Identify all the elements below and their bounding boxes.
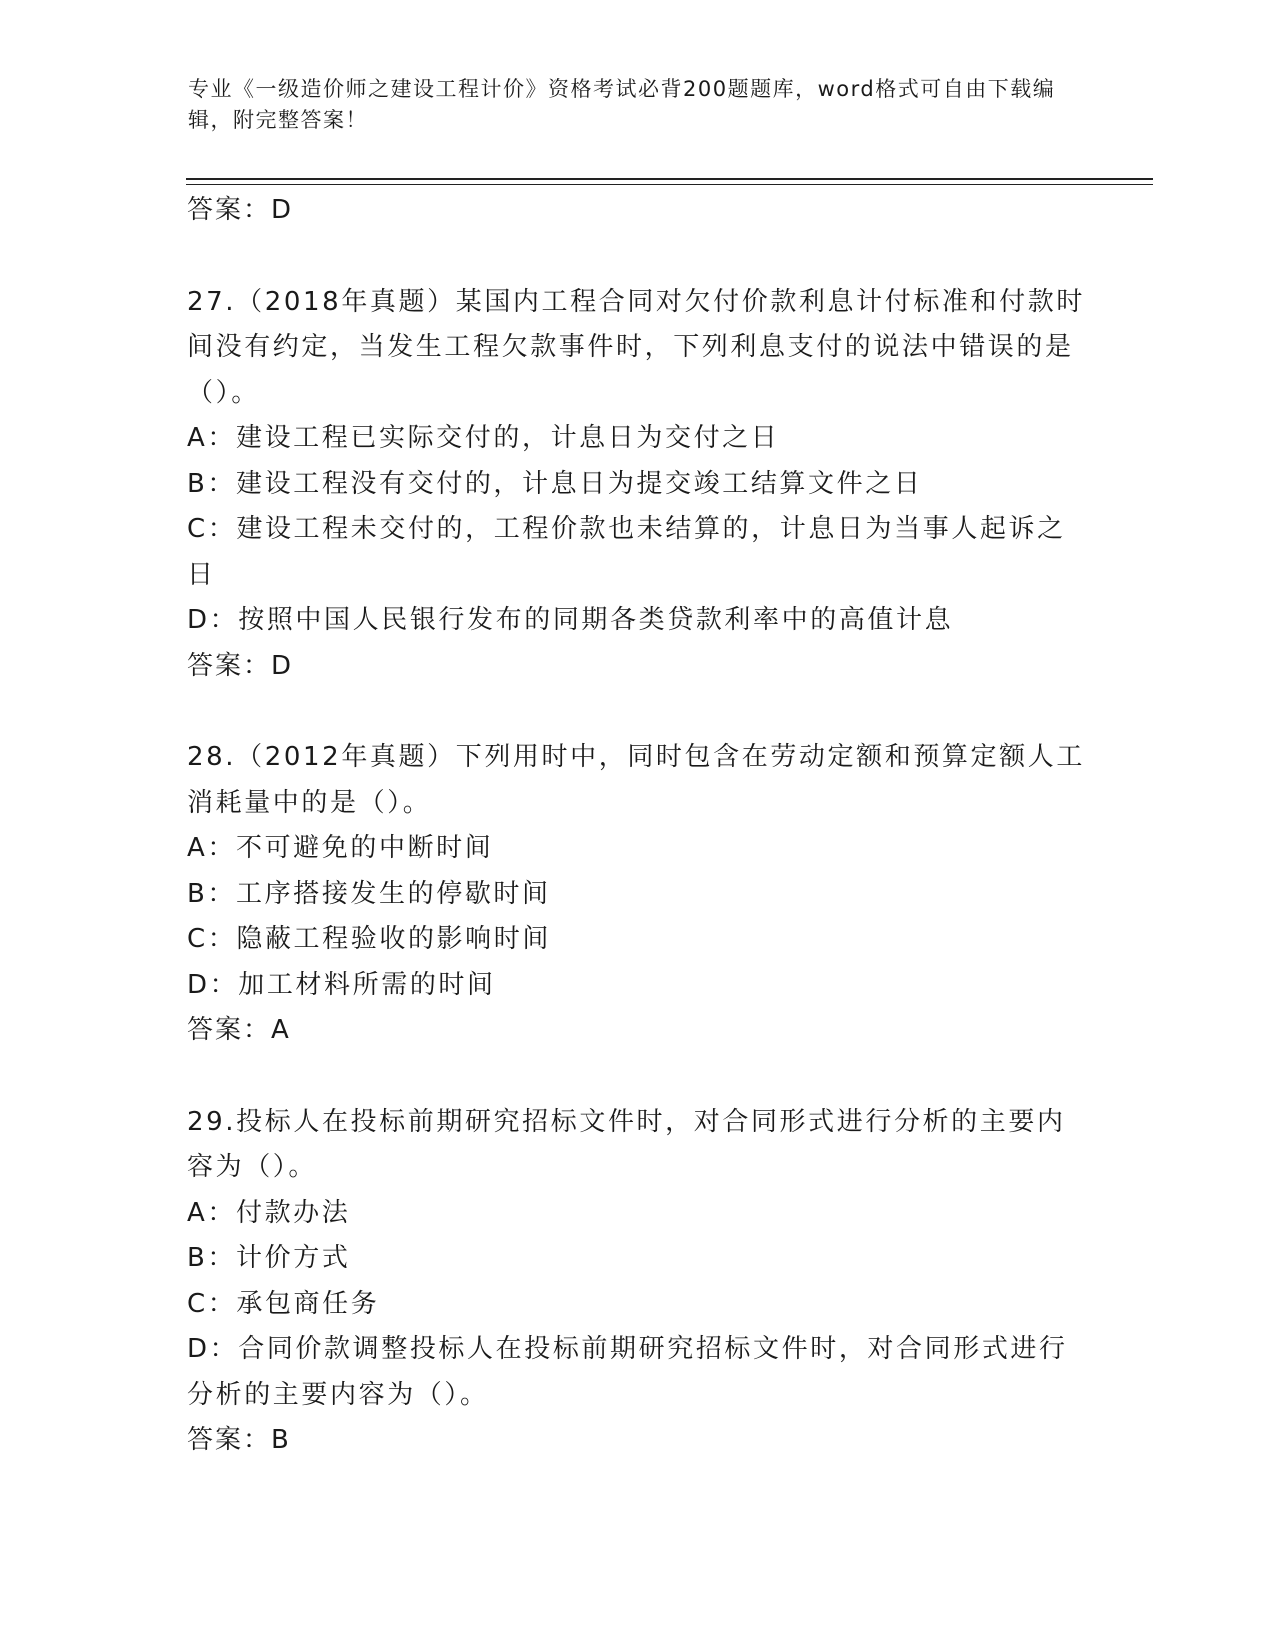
option-d: D：合同价款调整投标人在投标前期研究招标文件时，对合同形式进行分析的主要内容为（）。 — [187, 1334, 1068, 1410]
document-header — [188, 74, 1068, 136]
option-a: A：建设工程已实际交付的，计息日为交付之日 — [187, 423, 780, 453]
option-a: A：付款办法 — [187, 1197, 351, 1228]
answer-line: 答案：A — [187, 1015, 291, 1045]
question-stem: 29.投标人在投标前期研究招标文件时，对合同形式进行分析的主要内容为（）。 — [187, 1106, 1066, 1182]
header-rule-thick — [186, 178, 1153, 180]
option-c: C：承包商任务 — [187, 1288, 380, 1319]
answer-line: 答案：D — [187, 195, 294, 225]
option-b: B：建设工程没有交付的，计息日为提交竣工结算文件之日 — [187, 468, 923, 499]
answer-line: 答案：B — [187, 1425, 291, 1455]
answer-line: 答案：D — [187, 650, 294, 681]
header-text: 专业《一级造价师之建设工程计价》资格考试必背200题题库，word格式可自由下载编辑，附完整答案！ — [188, 77, 1056, 132]
question-list — [187, 188, 1087, 1464]
option-d: D：加工材料所需的时间 — [187, 969, 496, 1000]
option-a: A：不可避免的中断时间 — [187, 833, 494, 863]
option-c: C：隐蔽工程验收的影响时间 — [187, 924, 551, 954]
option-b: B：计价方式 — [187, 1243, 351, 1273]
question-stem: 28.（2012年真题）下列用时中，同时包含在劳动定额和预算定额人工消耗量中的是（）。 — [187, 742, 1085, 818]
question-block — [187, 1100, 1087, 1464]
question-block — [187, 735, 1087, 1054]
option-c: C：建设工程未交付的，工程价款也未结算的，计息日为当事人起诉之日 — [187, 514, 1066, 590]
question-stem: 27.（2018年真题）某国内工程合同对欠付价款利息计付标准和付款时间没有约定，当发生工程欠款事件时，下列利息支付的说法中错误的是（）。 — [187, 286, 1085, 408]
header-rule-thin — [186, 184, 1153, 185]
option-d: D：按照中国人民银行发布的同期各类贷款利率中的高值计息 — [187, 605, 954, 635]
option-b: B：工序搭接发生的停歇时间 — [187, 878, 551, 909]
question-block — [187, 280, 1087, 690]
